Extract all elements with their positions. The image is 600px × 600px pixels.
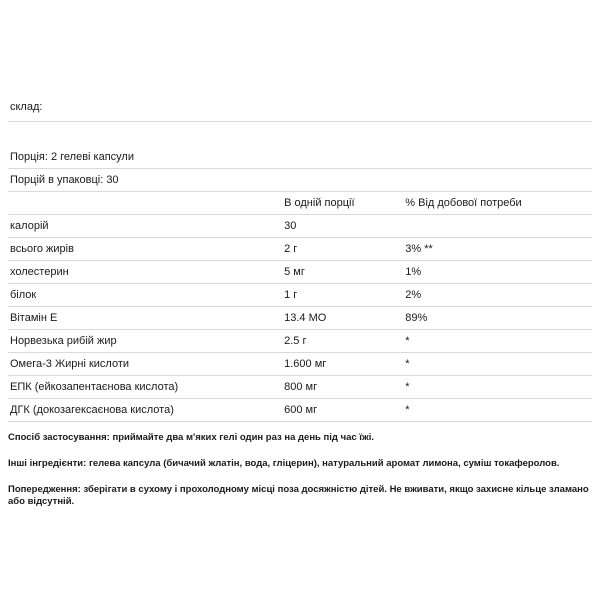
nutrient-amount: 1 г <box>284 288 298 301</box>
nutrient-name: холестерин <box>10 265 69 278</box>
nutrient-daily-value: * <box>405 403 410 416</box>
header-per-serving: В одній порції <box>284 196 355 209</box>
table-row <box>8 399 592 422</box>
nutrient-amount: 13.4 МО <box>284 311 327 324</box>
table-header-row <box>8 192 592 215</box>
header-daily-value: % Від добової потреби <box>405 196 522 209</box>
nutrient-amount: 30 <box>284 219 297 232</box>
usage-note: Спосіб застосування: приймайте два м'яких гелі один раз на день під час їжі. <box>8 432 374 443</box>
nutrient-daily-value: * <box>405 334 410 347</box>
nutrient-daily-value: 1% <box>405 265 422 278</box>
spacer-row <box>8 122 592 146</box>
nutrient-amount: 5 мг <box>284 265 305 278</box>
nutrient-daily-value: 3% ** <box>405 242 433 255</box>
nutrient-name: всього жирів <box>10 242 74 255</box>
nutrient-amount: 800 мг <box>284 380 318 393</box>
nutrient-name: білок <box>10 288 37 301</box>
supplement-facts-sheet <box>8 94 592 422</box>
table-row <box>8 307 592 330</box>
nutrient-name: ДГК (докозагексаєнова кислота) <box>10 403 174 416</box>
nutrient-amount: 2 г <box>284 242 298 255</box>
product-notes <box>8 432 592 522</box>
serving-size-row <box>8 146 592 169</box>
table-row <box>8 330 592 353</box>
nutrient-name: Омега-3 Жирні кислоти <box>10 357 130 370</box>
servings-per-container-row <box>8 169 592 192</box>
table-row <box>8 284 592 307</box>
nutrient-daily-value: * <box>405 357 410 370</box>
nutrient-name: ЕПК (ейкозапентаєнова кислота) <box>10 380 179 393</box>
table-row <box>8 376 592 399</box>
table-row <box>8 261 592 284</box>
composition-title: склад: <box>10 101 43 113</box>
ingredients-note: Інші інгредієнти: гелева капсула (бичачий жлатін, вода, гліцерин), натуральний аромат лимона, суміш токаферолов. <box>8 458 560 469</box>
table-row <box>8 215 592 238</box>
nutrient-daily-value: 89% <box>405 311 428 324</box>
table-row <box>8 238 592 261</box>
nutrient-daily-value: 2% <box>405 288 422 301</box>
warning-note: Попередження: зберігати в сухому і прохолодному місці поза досяжністю дітей. Не вживати, якщо захисне кільце зламано або відсутній. <box>8 484 589 507</box>
nutrient-name: калорій <box>10 219 49 232</box>
nutrient-name: Вітамін Е <box>10 311 58 324</box>
servings-per-container: Порцій в упаковці: 30 <box>10 173 119 186</box>
nutrient-amount: 600 мг <box>284 403 318 416</box>
nutrient-name: Норвезька рибій жир <box>10 334 117 347</box>
nutrient-amount: 2.5 г <box>284 334 307 347</box>
nutrient-daily-value: * <box>405 380 410 393</box>
table-row <box>8 353 592 376</box>
composition-title-row <box>8 94 592 122</box>
serving-size: Порція: 2 гелеві капсули <box>10 150 134 163</box>
nutrient-amount: 1.600 мг <box>284 357 327 370</box>
